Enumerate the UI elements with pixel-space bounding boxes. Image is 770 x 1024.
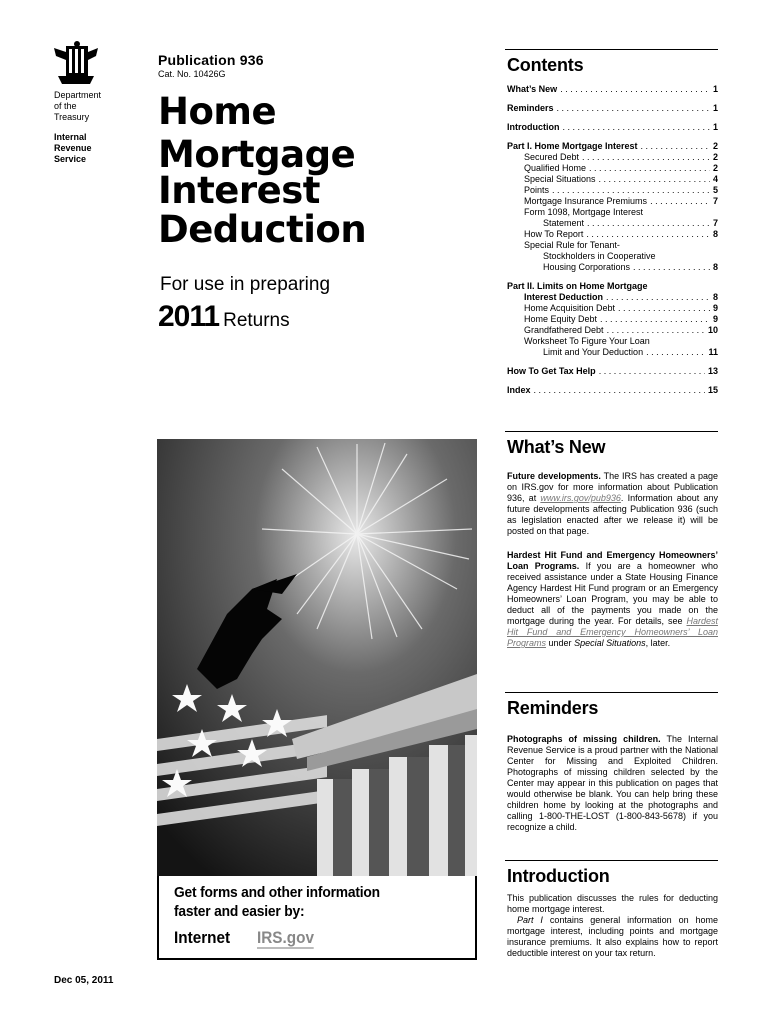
agency-internal: Internal bbox=[54, 132, 87, 142]
reminders-title: Reminders bbox=[507, 698, 599, 718]
get-forms-box bbox=[157, 876, 477, 960]
introduction-paragraph-1: This publication discusses the rules for deducting home mortgage interest. bbox=[507, 893, 718, 914]
use-in-preparing: For use in preparing bbox=[160, 274, 331, 295]
toc-entry-part1[interactable]: Part I. Home Mortgage Interest . . . 2 bbox=[507, 141, 718, 152]
toc-entry-acquisition-debt[interactable]: Home Acquisition Debt . . . 9 bbox=[507, 303, 718, 314]
toc-form1098-line1: Form 1098, Mortgage Interest bbox=[524, 207, 644, 217]
toc-entry-qualified-home[interactable]: Qualified Home . . . 2 bbox=[507, 163, 718, 174]
pub936-link[interactable]: www.irs.gov/pub936 bbox=[540, 493, 621, 503]
table-of-contents bbox=[507, 84, 718, 396]
catalog-number: Cat. No. 10426G bbox=[158, 69, 226, 79]
toc-worksheet-line1: Worksheet To Figure Your Loan bbox=[524, 336, 650, 346]
reminders-rule bbox=[505, 692, 718, 693]
missing-children-heading: Photographs of missing children. bbox=[507, 734, 661, 744]
whats-new-hardest-hit-paragraph: Hardest Hit Fund and Emergency Homeowners’ Loan Programs. If you are a homeowner who received assistance under a State Housing Finance Agency Hardest Hit Fund program or an Emergency Homeowners’ Loan Program, you may be able to deduct all of the payments you made on the mortgage during the year. For details, see Hardest Hit Fund and Emergency Homeowners’ Loan Programs under Special Situations, later. bbox=[507, 550, 718, 648]
toc-entry-part2[interactable]: Interest Deduction . . . 8 bbox=[507, 292, 718, 303]
whats-new-title: What’s New bbox=[507, 437, 606, 457]
tax-year: 2011 bbox=[158, 300, 220, 333]
agency-of-the: of the bbox=[54, 101, 77, 111]
agency-revenue: Revenue bbox=[54, 143, 92, 153]
hardest-hit-link[interactable]: Hardest Hit Fund and Emergency Homeowners’ Loan Programs bbox=[507, 616, 718, 648]
toc-entry-points[interactable]: Points . . . 5 bbox=[507, 185, 718, 196]
irs-gov-link[interactable]: IRS.gov bbox=[257, 928, 314, 947]
toc-entry-mip[interactable]: Mortgage Insurance Premiums . . . 7 bbox=[507, 196, 718, 207]
year-line bbox=[158, 300, 290, 334]
title-line-deduction: Deduction bbox=[158, 208, 367, 251]
introduction-title: Introduction bbox=[507, 866, 610, 886]
toc-entry-secured-debt[interactable]: Secured Debt . . . 2 bbox=[507, 152, 718, 163]
toc-entry-grandfathered-debt[interactable]: Grandfathered Debt . . . 10 bbox=[507, 325, 718, 336]
toc-special-rule-line1: Special Rule for Tenant- bbox=[524, 240, 620, 250]
title-line-home: Home bbox=[158, 90, 277, 133]
toc-entry-worksheet[interactable]: Limit and Your Deduction . . . 11 bbox=[507, 347, 718, 358]
whats-new-future-paragraph: Future developments. The IRS has created a page on IRS.gov for more information about Publication 936, at www.irs.gov/pub936. Information about any future developments affecting Publication 936 (such as legislation enacted after we release it) will be posted on that page. bbox=[507, 471, 719, 536]
get-forms-line1: Get forms and other information bbox=[174, 884, 380, 901]
agency-department: Department bbox=[54, 90, 102, 100]
revision-date: Dec 05, 2011 bbox=[54, 975, 114, 986]
toc-entry-index[interactable]: Index . . . 15 bbox=[507, 385, 718, 396]
hardest-hit-heading: Hardest Hit Fund and Emergency Homeowners’ Loan Programs. bbox=[507, 550, 718, 571]
toc-entry-equity-debt[interactable]: Home Equity Debt . . . 9 bbox=[507, 314, 718, 325]
toc-entry-special-situations[interactable]: Special Situations . . . 4 bbox=[507, 174, 718, 185]
introduction-rule bbox=[505, 860, 718, 861]
returns-label: Returns bbox=[223, 310, 290, 331]
introduction-paragraph-2: Part I contains general information on home mortgage interest, including points and mortgage insurance premiums. It also explains how to report deductible interest on your tax return. bbox=[507, 915, 718, 958]
agency-service: Service bbox=[54, 154, 87, 164]
toc-entry-special-rule[interactable]: Housing Corporations . . . 8 bbox=[507, 262, 718, 273]
title-line-interest: Interest bbox=[158, 169, 320, 212]
toc-entry-whats-new[interactable]: What’s New . . . 1 bbox=[507, 84, 718, 95]
publication-number: Publication 936 bbox=[158, 52, 264, 68]
contents-rule bbox=[505, 49, 718, 50]
internet-label: Internet bbox=[174, 928, 231, 947]
toc-entry-tax-help[interactable]: How To Get Tax Help . . . 13 bbox=[507, 366, 718, 377]
toc-special-rule-line2: Stockholders in Cooperative bbox=[543, 251, 656, 261]
get-forms-line2: faster and easier by: bbox=[174, 903, 305, 920]
whats-new-rule bbox=[505, 431, 718, 432]
toc-entry-how-to-report[interactable]: How To Report . . . 8 bbox=[507, 229, 718, 240]
toc-entry-form1098[interactable]: Statement . . . 7 bbox=[507, 218, 718, 229]
toc-entry-introduction[interactable]: Introduction . . . 1 bbox=[507, 122, 718, 133]
cover-illustration bbox=[157, 439, 477, 876]
toc-part2-line1: Part II. Limits on Home Mortgage bbox=[507, 281, 648, 291]
title-line-mortgage: Mortgage bbox=[158, 133, 356, 176]
agency-treasury: Treasury bbox=[54, 112, 90, 122]
future-developments-heading: Future developments. bbox=[507, 471, 601, 481]
reminders-missing-children-paragraph: Photographs of missing children. The Internal Revenue Service is a proud partner with the National Center for Missing and Exploited Children. Photographs of missing children selected by the Center may appear in this publication on pages that would otherwise be blank. You can help bring these children home by looking at the photographs and calling 1-800-THE-LOST (1-800-843-5678) if you recognize a child. bbox=[507, 734, 719, 832]
irs-eagle-logo bbox=[52, 40, 100, 86]
toc-entry-reminders[interactable]: Reminders . . . 1 bbox=[507, 103, 718, 114]
contents-title: Contents bbox=[507, 55, 584, 75]
